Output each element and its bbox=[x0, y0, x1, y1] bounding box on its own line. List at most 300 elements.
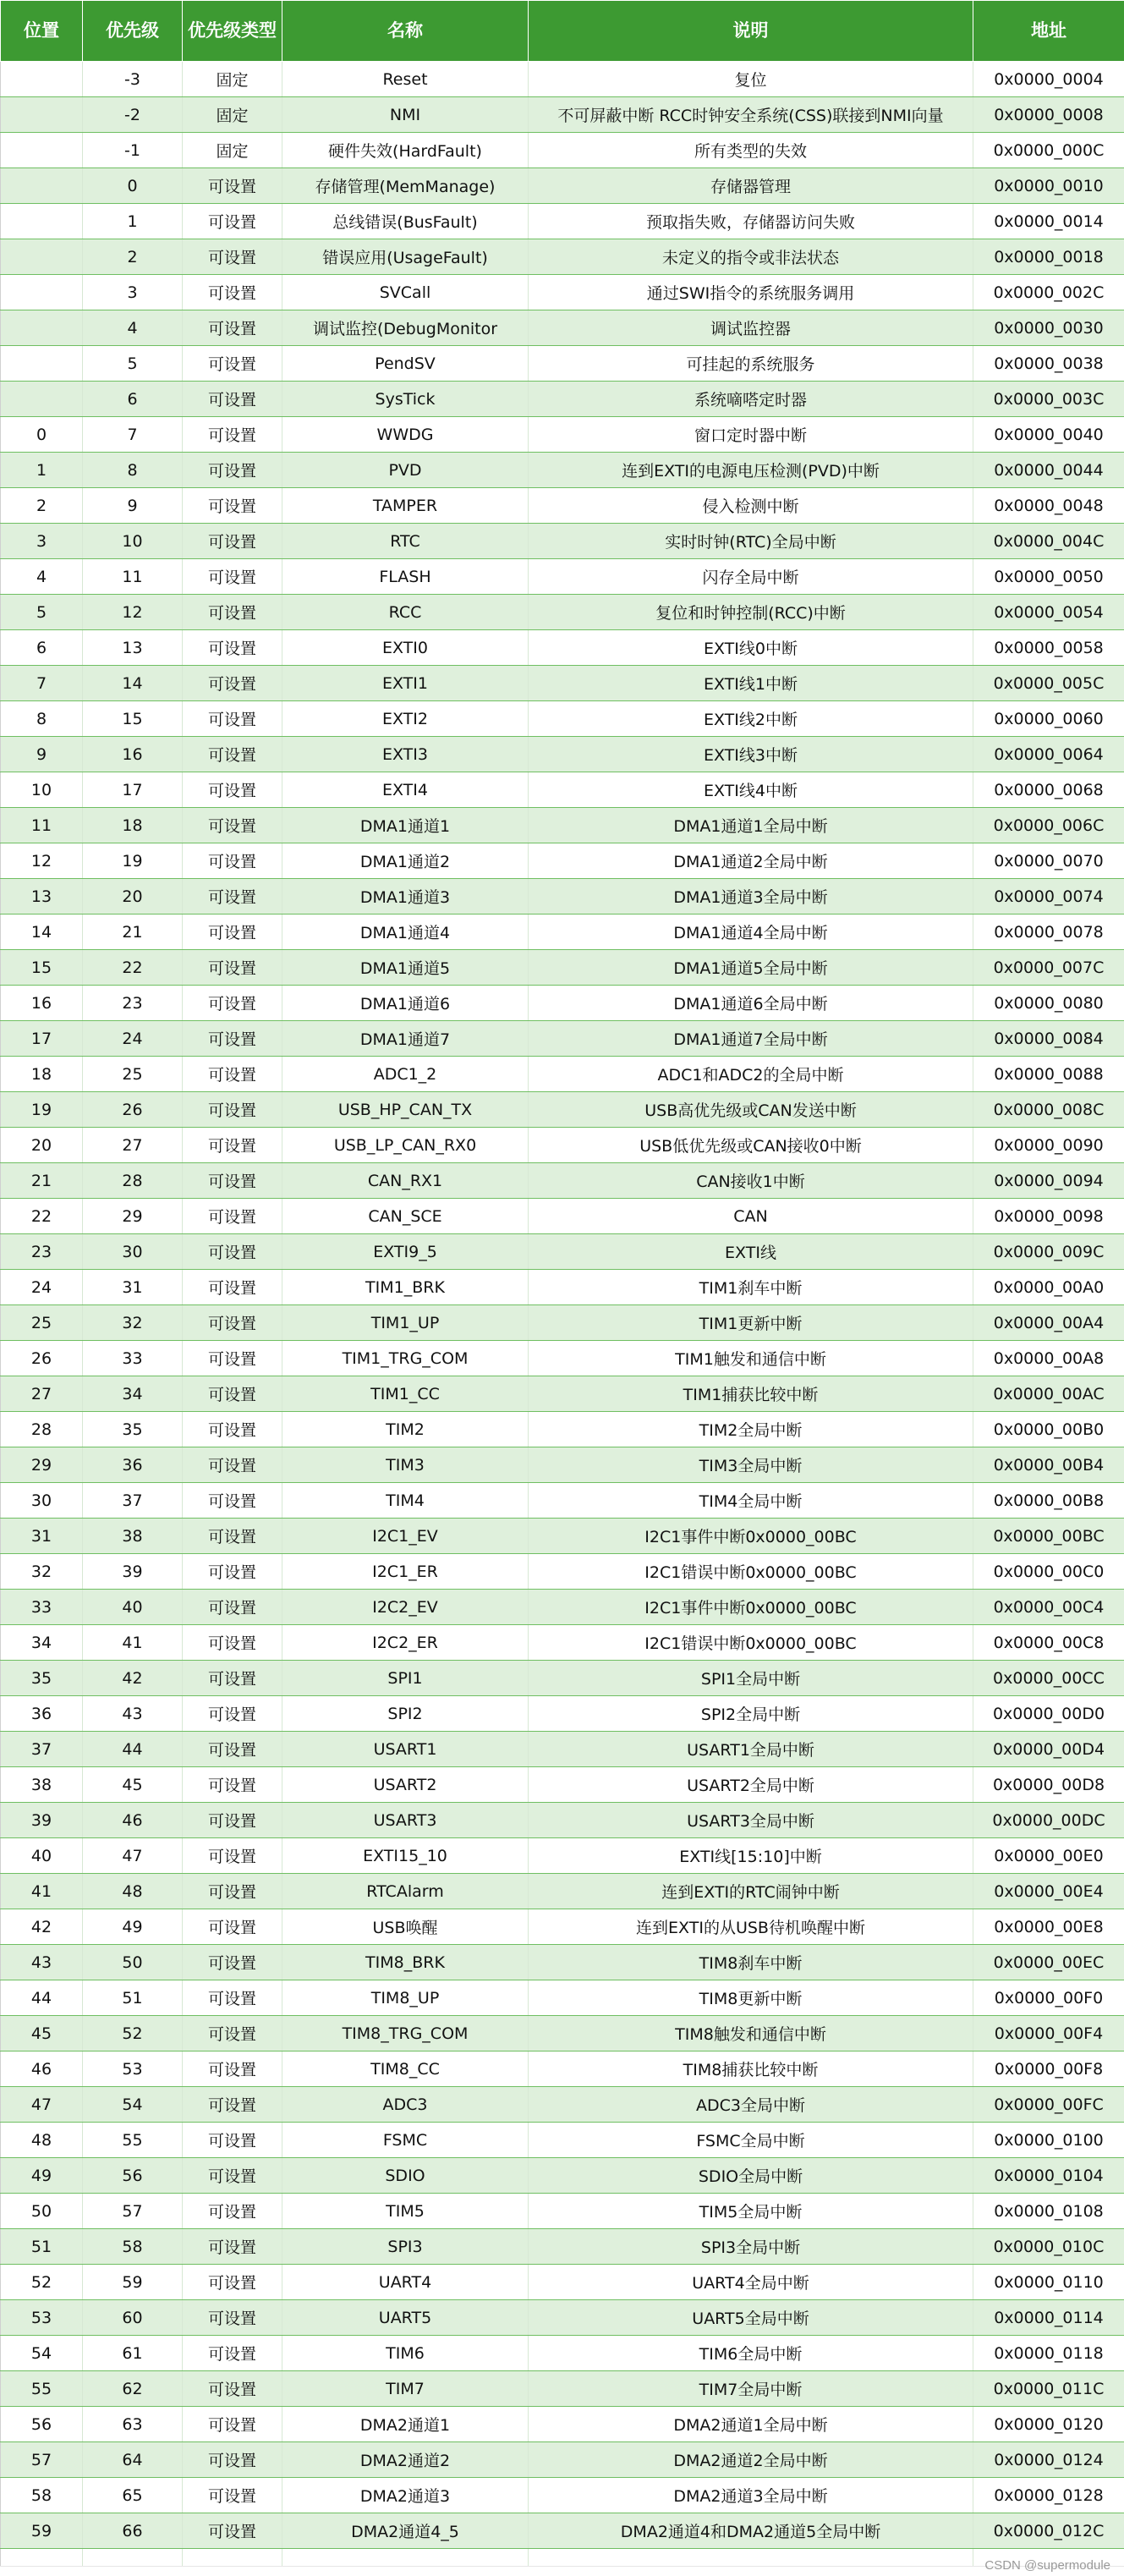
cell-address: 0x0000_009C bbox=[973, 1234, 1124, 1270]
cell-priority-type: 可设置 bbox=[183, 630, 282, 666]
cell-description: 连到EXTI的从USB待机唤醒中断 bbox=[529, 1909, 973, 1945]
cell-name: PendSV bbox=[282, 346, 529, 382]
table-row bbox=[1, 2442, 1124, 2478]
col-header-address: 地址 bbox=[973, 1, 1124, 62]
table-row bbox=[1, 737, 1124, 772]
cell-name: EXTI9_5 bbox=[282, 1234, 529, 1270]
table-row bbox=[1, 2158, 1124, 2194]
cell-address: 0x0000_0110 bbox=[973, 2265, 1124, 2300]
cell-address: 0x0000_00A0 bbox=[973, 1270, 1124, 1305]
cell-position: 52 bbox=[1, 2265, 83, 2300]
cell-priority-type: 可设置 bbox=[183, 1945, 282, 1980]
cell-address: 0x0000_00B8 bbox=[973, 1483, 1124, 1519]
cell-address: 0x0000_0120 bbox=[973, 2407, 1124, 2442]
cell-priority: 54 bbox=[83, 2087, 183, 2123]
cell-name: I2C1_ER bbox=[282, 1554, 529, 1590]
table-row bbox=[1, 1412, 1124, 1447]
cell-position: 8 bbox=[1, 701, 83, 737]
empty-cell bbox=[183, 2549, 282, 2567]
cell-address: 0x0000_0124 bbox=[973, 2442, 1124, 2478]
table-row bbox=[1, 1163, 1124, 1199]
cell-address: 0x0000_0058 bbox=[973, 630, 1124, 666]
cell-position: 51 bbox=[1, 2229, 83, 2265]
cell-priority: 48 bbox=[83, 1874, 183, 1909]
cell-address: 0x0000_0060 bbox=[973, 701, 1124, 737]
cell-position: 4 bbox=[1, 559, 83, 595]
cell-description: 复位和时钟控制(RCC)中断 bbox=[529, 595, 973, 630]
cell-address: 0x0000_0100 bbox=[973, 2123, 1124, 2158]
cell-priority: 19 bbox=[83, 843, 183, 879]
cell-position: 12 bbox=[1, 843, 83, 879]
cell-name: EXTI15_10 bbox=[282, 1838, 529, 1874]
table-row bbox=[1, 630, 1124, 666]
cell-priority: 14 bbox=[83, 666, 183, 701]
cell-position bbox=[1, 239, 83, 275]
cell-address: 0x0000_0070 bbox=[973, 843, 1124, 879]
cell-name: USB_LP_CAN_RX0 bbox=[282, 1128, 529, 1163]
col-header-priority-type: 优先级类型 bbox=[183, 1, 282, 62]
cell-position: 16 bbox=[1, 986, 83, 1021]
cell-description: DMA2通道3全局中断 bbox=[529, 2478, 973, 2513]
table-row bbox=[1, 915, 1124, 950]
table-row bbox=[1, 97, 1124, 133]
cell-priority: 18 bbox=[83, 808, 183, 843]
cell-priority-type: 可设置 bbox=[183, 1163, 282, 1199]
table-row bbox=[1, 2016, 1124, 2051]
cell-address: 0x0000_0104 bbox=[973, 2158, 1124, 2194]
cell-position: 33 bbox=[1, 1590, 83, 1625]
cell-address: 0x0000_0040 bbox=[973, 417, 1124, 453]
cell-description: ADC1和ADC2的全局中断 bbox=[529, 1057, 973, 1092]
table-row bbox=[1, 2051, 1124, 2087]
cell-priority: 52 bbox=[83, 2016, 183, 2051]
cell-address: 0x0000_00D4 bbox=[973, 1732, 1124, 1767]
table-row bbox=[1, 524, 1124, 559]
cell-priority: 30 bbox=[83, 1234, 183, 1270]
cell-address: 0x0000_008C bbox=[973, 1092, 1124, 1128]
cell-name: TIM1_TRG_COM bbox=[282, 1341, 529, 1376]
cell-description: EXTI线1中断 bbox=[529, 666, 973, 701]
cell-priority-type: 可设置 bbox=[183, 2123, 282, 2158]
cell-name: USART3 bbox=[282, 1803, 529, 1838]
cell-description: TIM7全局中断 bbox=[529, 2371, 973, 2407]
cell-description: 不可屏蔽中断 RCC时钟安全系统(CSS)联接到NMI向量 bbox=[529, 97, 973, 133]
cell-address: 0x0000_0090 bbox=[973, 1128, 1124, 1163]
table-row bbox=[1, 2336, 1124, 2371]
cell-priority-type: 可设置 bbox=[183, 1554, 282, 1590]
cell-priority-type: 可设置 bbox=[183, 2513, 282, 2549]
table-row bbox=[1, 559, 1124, 595]
cell-name: UART5 bbox=[282, 2300, 529, 2336]
cell-name: 存储管理(MemManage) bbox=[282, 168, 529, 204]
cell-priority: 55 bbox=[83, 2123, 183, 2158]
cell-address: 0x0000_004C bbox=[973, 524, 1124, 559]
cell-description: USB低优先级或CAN接收0中断 bbox=[529, 1128, 973, 1163]
table-row bbox=[1, 1838, 1124, 1874]
cell-description: 预取指失败，存储器访问失败 bbox=[529, 204, 973, 239]
cell-position: 17 bbox=[1, 1021, 83, 1057]
table-row bbox=[1, 1980, 1124, 2016]
cell-description: 存储器管理 bbox=[529, 168, 973, 204]
cell-position: 18 bbox=[1, 1057, 83, 1092]
cell-description: DMA2通道1全局中断 bbox=[529, 2407, 973, 2442]
cell-priority: 0 bbox=[83, 168, 183, 204]
cell-position: 25 bbox=[1, 1305, 83, 1341]
cell-description: TIM8刹车中断 bbox=[529, 1945, 973, 1980]
cell-description: TIM8捕获比较中断 bbox=[529, 2051, 973, 2087]
cell-address: 0x0000_0114 bbox=[973, 2300, 1124, 2336]
cell-name: UART4 bbox=[282, 2265, 529, 2300]
table-row bbox=[1, 453, 1124, 488]
cell-position: 11 bbox=[1, 808, 83, 843]
cell-position: 39 bbox=[1, 1803, 83, 1838]
cell-priority-type: 可设置 bbox=[183, 950, 282, 986]
cell-address: 0x0000_00BC bbox=[973, 1519, 1124, 1554]
cell-name: USART2 bbox=[282, 1767, 529, 1803]
cell-priority: 38 bbox=[83, 1519, 183, 1554]
cell-name: DMA1通道2 bbox=[282, 843, 529, 879]
cell-position: 34 bbox=[1, 1625, 83, 1661]
cell-priority-type: 可设置 bbox=[183, 986, 282, 1021]
cell-address: 0x0000_00C4 bbox=[973, 1590, 1124, 1625]
cell-priority: 41 bbox=[83, 1625, 183, 1661]
cell-description: DMA1通道6全局中断 bbox=[529, 986, 973, 1021]
table-row bbox=[1, 701, 1124, 737]
cell-description: TIM6全局中断 bbox=[529, 2336, 973, 2371]
cell-name: TIM7 bbox=[282, 2371, 529, 2407]
table-row bbox=[1, 1625, 1124, 1661]
cell-priority-type: 固定 bbox=[183, 62, 282, 97]
cell-priority-type: 可设置 bbox=[183, 488, 282, 524]
cell-priority-type: 可设置 bbox=[183, 1696, 282, 1732]
cell-name: WWDG bbox=[282, 417, 529, 453]
cell-priority-type: 可设置 bbox=[183, 1625, 282, 1661]
cell-name: EXTI3 bbox=[282, 737, 529, 772]
cell-name: TIM5 bbox=[282, 2194, 529, 2229]
table-row bbox=[1, 1945, 1124, 1980]
cell-priority-type: 可设置 bbox=[183, 275, 282, 310]
cell-position bbox=[1, 346, 83, 382]
cell-priority: 10 bbox=[83, 524, 183, 559]
cell-priority: 1 bbox=[83, 204, 183, 239]
table-row bbox=[1, 1767, 1124, 1803]
cell-description: TIM5全局中断 bbox=[529, 2194, 973, 2229]
cell-name: PVD bbox=[282, 453, 529, 488]
cell-address: 0x0000_006C bbox=[973, 808, 1124, 843]
cell-name: SDIO bbox=[282, 2158, 529, 2194]
cell-description: TIM1捕获比较中断 bbox=[529, 1376, 973, 1412]
cell-description: DMA2通道4和DMA2通道5全局中断 bbox=[529, 2513, 973, 2549]
cell-priority-type: 可设置 bbox=[183, 843, 282, 879]
cell-name: TIM1_UP bbox=[282, 1305, 529, 1341]
table-row bbox=[1, 1590, 1124, 1625]
cell-address: 0x0000_0078 bbox=[973, 915, 1124, 950]
cell-description: ADC3全局中断 bbox=[529, 2087, 973, 2123]
cell-name: DMA1通道7 bbox=[282, 1021, 529, 1057]
cell-priority: 35 bbox=[83, 1412, 183, 1447]
cell-name: DMA2通道1 bbox=[282, 2407, 529, 2442]
table-row bbox=[1, 1092, 1124, 1128]
table-row bbox=[1, 1732, 1124, 1767]
cell-name: EXTI0 bbox=[282, 630, 529, 666]
table-row bbox=[1, 2478, 1124, 2513]
cell-position: 53 bbox=[1, 2300, 83, 2336]
cell-position: 0 bbox=[1, 417, 83, 453]
cell-priority-type: 可设置 bbox=[183, 1412, 282, 1447]
table-row bbox=[1, 1057, 1124, 1092]
cell-description: DMA1通道7全局中断 bbox=[529, 1021, 973, 1057]
cell-description: CAN bbox=[529, 1199, 973, 1234]
cell-priority: 63 bbox=[83, 2407, 183, 2442]
cell-priority-type: 可设置 bbox=[183, 1092, 282, 1128]
cell-priority: 60 bbox=[83, 2300, 183, 2336]
cell-priority: 39 bbox=[83, 1554, 183, 1590]
cell-description: USB高优先级或CAN发送中断 bbox=[529, 1092, 973, 1128]
cell-address: 0x0000_0004 bbox=[973, 62, 1124, 97]
cell-priority-type: 可设置 bbox=[183, 2336, 282, 2371]
cell-priority-type: 可设置 bbox=[183, 1234, 282, 1270]
empty-cell bbox=[1, 2549, 83, 2567]
cell-description: TIM8更新中断 bbox=[529, 1980, 973, 2016]
cell-description: 调试监控器 bbox=[529, 310, 973, 346]
cell-priority: 25 bbox=[83, 1057, 183, 1092]
cell-priority-type: 可设置 bbox=[183, 2300, 282, 2336]
cell-position bbox=[1, 62, 83, 97]
cell-priority: 8 bbox=[83, 453, 183, 488]
cell-priority-type: 可设置 bbox=[183, 2478, 282, 2513]
cell-description: EXTI线2中断 bbox=[529, 701, 973, 737]
table-row bbox=[1, 2265, 1124, 2300]
cell-position: 5 bbox=[1, 595, 83, 630]
cell-description: EXTI线3中断 bbox=[529, 737, 973, 772]
cell-priority: 45 bbox=[83, 1767, 183, 1803]
cell-address: 0x0000_0064 bbox=[973, 737, 1124, 772]
table-header bbox=[1, 1, 1124, 62]
cell-description: EXTI线0中断 bbox=[529, 630, 973, 666]
cell-priority: 2 bbox=[83, 239, 183, 275]
cell-priority-type: 可设置 bbox=[183, 417, 282, 453]
cell-priority: 24 bbox=[83, 1021, 183, 1057]
table-row bbox=[1, 2371, 1124, 2407]
cell-name: SPI2 bbox=[282, 1696, 529, 1732]
table-row bbox=[1, 168, 1124, 204]
cell-position: 44 bbox=[1, 1980, 83, 2016]
cell-priority-type: 固定 bbox=[183, 97, 282, 133]
cell-position: 58 bbox=[1, 2478, 83, 2513]
cell-address: 0x0000_0008 bbox=[973, 97, 1124, 133]
cell-address: 0x0000_00E0 bbox=[973, 1838, 1124, 1874]
cell-address: 0x0000_011C bbox=[973, 2371, 1124, 2407]
cell-priority-type: 可设置 bbox=[183, 1447, 282, 1483]
cell-description: SPI1全局中断 bbox=[529, 1661, 973, 1696]
cell-position: 26 bbox=[1, 1341, 83, 1376]
table-row bbox=[1, 488, 1124, 524]
cell-description: TIM1刹车中断 bbox=[529, 1270, 973, 1305]
cell-description: UART4全局中断 bbox=[529, 2265, 973, 2300]
cell-address: 0x0000_00F0 bbox=[973, 1980, 1124, 2016]
table-row bbox=[1, 310, 1124, 346]
table-row bbox=[1, 275, 1124, 310]
table-row bbox=[1, 2407, 1124, 2442]
table-row bbox=[1, 772, 1124, 808]
cell-description: CAN接收1中断 bbox=[529, 1163, 973, 1199]
cell-priority-type: 可设置 bbox=[183, 382, 282, 417]
cell-priority-type: 可设置 bbox=[183, 1483, 282, 1519]
cell-description: USART3全局中断 bbox=[529, 1803, 973, 1838]
cell-description: I2C1错误中断0x0000_00BC bbox=[529, 1625, 973, 1661]
cell-priority: 40 bbox=[83, 1590, 183, 1625]
cell-position: 21 bbox=[1, 1163, 83, 1199]
cell-description: 闪存全局中断 bbox=[529, 559, 973, 595]
cell-priority-type: 可设置 bbox=[183, 1376, 282, 1412]
table-row bbox=[1, 1305, 1124, 1341]
cell-priority-type: 可设置 bbox=[183, 2194, 282, 2229]
cell-name: RTC bbox=[282, 524, 529, 559]
cell-address: 0x0000_0018 bbox=[973, 239, 1124, 275]
cell-priority: 28 bbox=[83, 1163, 183, 1199]
cell-position: 3 bbox=[1, 524, 83, 559]
cell-address: 0x0000_00EC bbox=[973, 1945, 1124, 1980]
cell-name: 硬件失效(HardFault) bbox=[282, 133, 529, 168]
cell-name: DMA2通道2 bbox=[282, 2442, 529, 2478]
cell-position: 28 bbox=[1, 1412, 83, 1447]
cell-priority: -3 bbox=[83, 62, 183, 97]
cell-description: 可挂起的系统服务 bbox=[529, 346, 973, 382]
cell-address: 0x0000_0098 bbox=[973, 1199, 1124, 1234]
cell-priority: 43 bbox=[83, 1696, 183, 1732]
cell-description: TIM8触发和通信中断 bbox=[529, 2016, 973, 2051]
cell-priority: 29 bbox=[83, 1199, 183, 1234]
cell-priority-type: 可设置 bbox=[183, 1305, 282, 1341]
cell-description: DMA1通道4全局中断 bbox=[529, 915, 973, 950]
cell-priority: 11 bbox=[83, 559, 183, 595]
cell-priority-type: 可设置 bbox=[183, 1021, 282, 1057]
cell-address: 0x0000_00C8 bbox=[973, 1625, 1124, 1661]
cell-address: 0x0000_00C0 bbox=[973, 1554, 1124, 1590]
cell-name: SysTick bbox=[282, 382, 529, 417]
cell-priority: 5 bbox=[83, 346, 183, 382]
cell-name: TIM3 bbox=[282, 1447, 529, 1483]
cell-name: TIM8_TRG_COM bbox=[282, 2016, 529, 2051]
cell-position: 29 bbox=[1, 1447, 83, 1483]
table-row bbox=[1, 1199, 1124, 1234]
cell-address: 0x0000_00B4 bbox=[973, 1447, 1124, 1483]
cell-position: 22 bbox=[1, 1199, 83, 1234]
cell-name: DMA2通道4_5 bbox=[282, 2513, 529, 2549]
cell-address: 0x0000_00D0 bbox=[973, 1696, 1124, 1732]
cell-name: USB唤醒 bbox=[282, 1909, 529, 1945]
cell-priority-type: 可设置 bbox=[183, 2371, 282, 2407]
cell-name: DMA1通道5 bbox=[282, 950, 529, 986]
cell-position: 35 bbox=[1, 1661, 83, 1696]
cell-position: 48 bbox=[1, 2123, 83, 2158]
cell-priority: 34 bbox=[83, 1376, 183, 1412]
cell-priority: 64 bbox=[83, 2442, 183, 2478]
cell-position: 42 bbox=[1, 1909, 83, 1945]
cell-address: 0x0000_0074 bbox=[973, 879, 1124, 915]
cell-address: 0x0000_0050 bbox=[973, 559, 1124, 595]
cell-name: EXTI1 bbox=[282, 666, 529, 701]
cell-priority: 59 bbox=[83, 2265, 183, 2300]
cell-description: I2C1事件中断0x0000_00BC bbox=[529, 1519, 973, 1554]
cell-name: USART1 bbox=[282, 1732, 529, 1767]
cell-address: 0x0000_0038 bbox=[973, 346, 1124, 382]
cell-address: 0x0000_00D8 bbox=[973, 1767, 1124, 1803]
cell-name: SPI3 bbox=[282, 2229, 529, 2265]
cell-position bbox=[1, 133, 83, 168]
cell-position: 50 bbox=[1, 2194, 83, 2229]
cell-name: DMA1通道6 bbox=[282, 986, 529, 1021]
cell-name: DMA1通道1 bbox=[282, 808, 529, 843]
cell-address: 0x0000_00AC bbox=[973, 1376, 1124, 1412]
table-row bbox=[1, 950, 1124, 986]
cell-priority-type: 可设置 bbox=[183, 1128, 282, 1163]
table-row bbox=[1, 1519, 1124, 1554]
cell-name: FSMC bbox=[282, 2123, 529, 2158]
cell-position: 10 bbox=[1, 772, 83, 808]
cell-priority: 51 bbox=[83, 1980, 183, 2016]
cell-position: 45 bbox=[1, 2016, 83, 2051]
cell-name: CAN_SCE bbox=[282, 1199, 529, 1234]
cell-position: 36 bbox=[1, 1696, 83, 1732]
cell-name: ADC1_2 bbox=[282, 1057, 529, 1092]
cell-priority-type: 可设置 bbox=[183, 1341, 282, 1376]
table-row bbox=[1, 1447, 1124, 1483]
cell-address: 0x0000_000C bbox=[973, 133, 1124, 168]
cell-priority: 9 bbox=[83, 488, 183, 524]
cell-priority: 15 bbox=[83, 701, 183, 737]
cell-name: DMA1通道4 bbox=[282, 915, 529, 950]
cell-address: 0x0000_00E4 bbox=[973, 1874, 1124, 1909]
cell-position: 56 bbox=[1, 2407, 83, 2442]
cell-priority-type: 可设置 bbox=[183, 559, 282, 595]
cell-name: 调试监控(DebugMonitor bbox=[282, 310, 529, 346]
cell-address: 0x0000_00A8 bbox=[973, 1341, 1124, 1376]
table-row bbox=[1, 843, 1124, 879]
cell-address: 0x0000_0030 bbox=[973, 310, 1124, 346]
cell-description: DMA1通道3全局中断 bbox=[529, 879, 973, 915]
col-header-description: 说明 bbox=[529, 1, 973, 62]
cell-priority-type: 可设置 bbox=[183, 168, 282, 204]
cell-priority-type: 可设置 bbox=[183, 701, 282, 737]
cell-position: 59 bbox=[1, 2513, 83, 2549]
cell-address: 0x0000_0054 bbox=[973, 595, 1124, 630]
cell-position: 38 bbox=[1, 1767, 83, 1803]
cell-position: 20 bbox=[1, 1128, 83, 1163]
cell-priority-type: 可设置 bbox=[183, 1767, 282, 1803]
cell-priority: 26 bbox=[83, 1092, 183, 1128]
table-row bbox=[1, 239, 1124, 275]
table-row bbox=[1, 133, 1124, 168]
cell-priority: 56 bbox=[83, 2158, 183, 2194]
table-row bbox=[1, 2194, 1124, 2229]
table-row bbox=[1, 1376, 1124, 1412]
cell-priority: 20 bbox=[83, 879, 183, 915]
cell-position: 31 bbox=[1, 1519, 83, 1554]
cell-priority-type: 可设置 bbox=[183, 1909, 282, 1945]
cell-priority-type: 可设置 bbox=[183, 1874, 282, 1909]
cell-position: 23 bbox=[1, 1234, 83, 1270]
cell-priority: 53 bbox=[83, 2051, 183, 2087]
cell-priority-type: 可设置 bbox=[183, 808, 282, 843]
cell-position: 9 bbox=[1, 737, 83, 772]
cell-position: 57 bbox=[1, 2442, 83, 2478]
cell-position bbox=[1, 382, 83, 417]
cell-name: DMA1通道3 bbox=[282, 879, 529, 915]
cell-priority-type: 可设置 bbox=[183, 1199, 282, 1234]
cell-description: DMA1通道5全局中断 bbox=[529, 950, 973, 986]
cell-priority-type: 可设置 bbox=[183, 2442, 282, 2478]
